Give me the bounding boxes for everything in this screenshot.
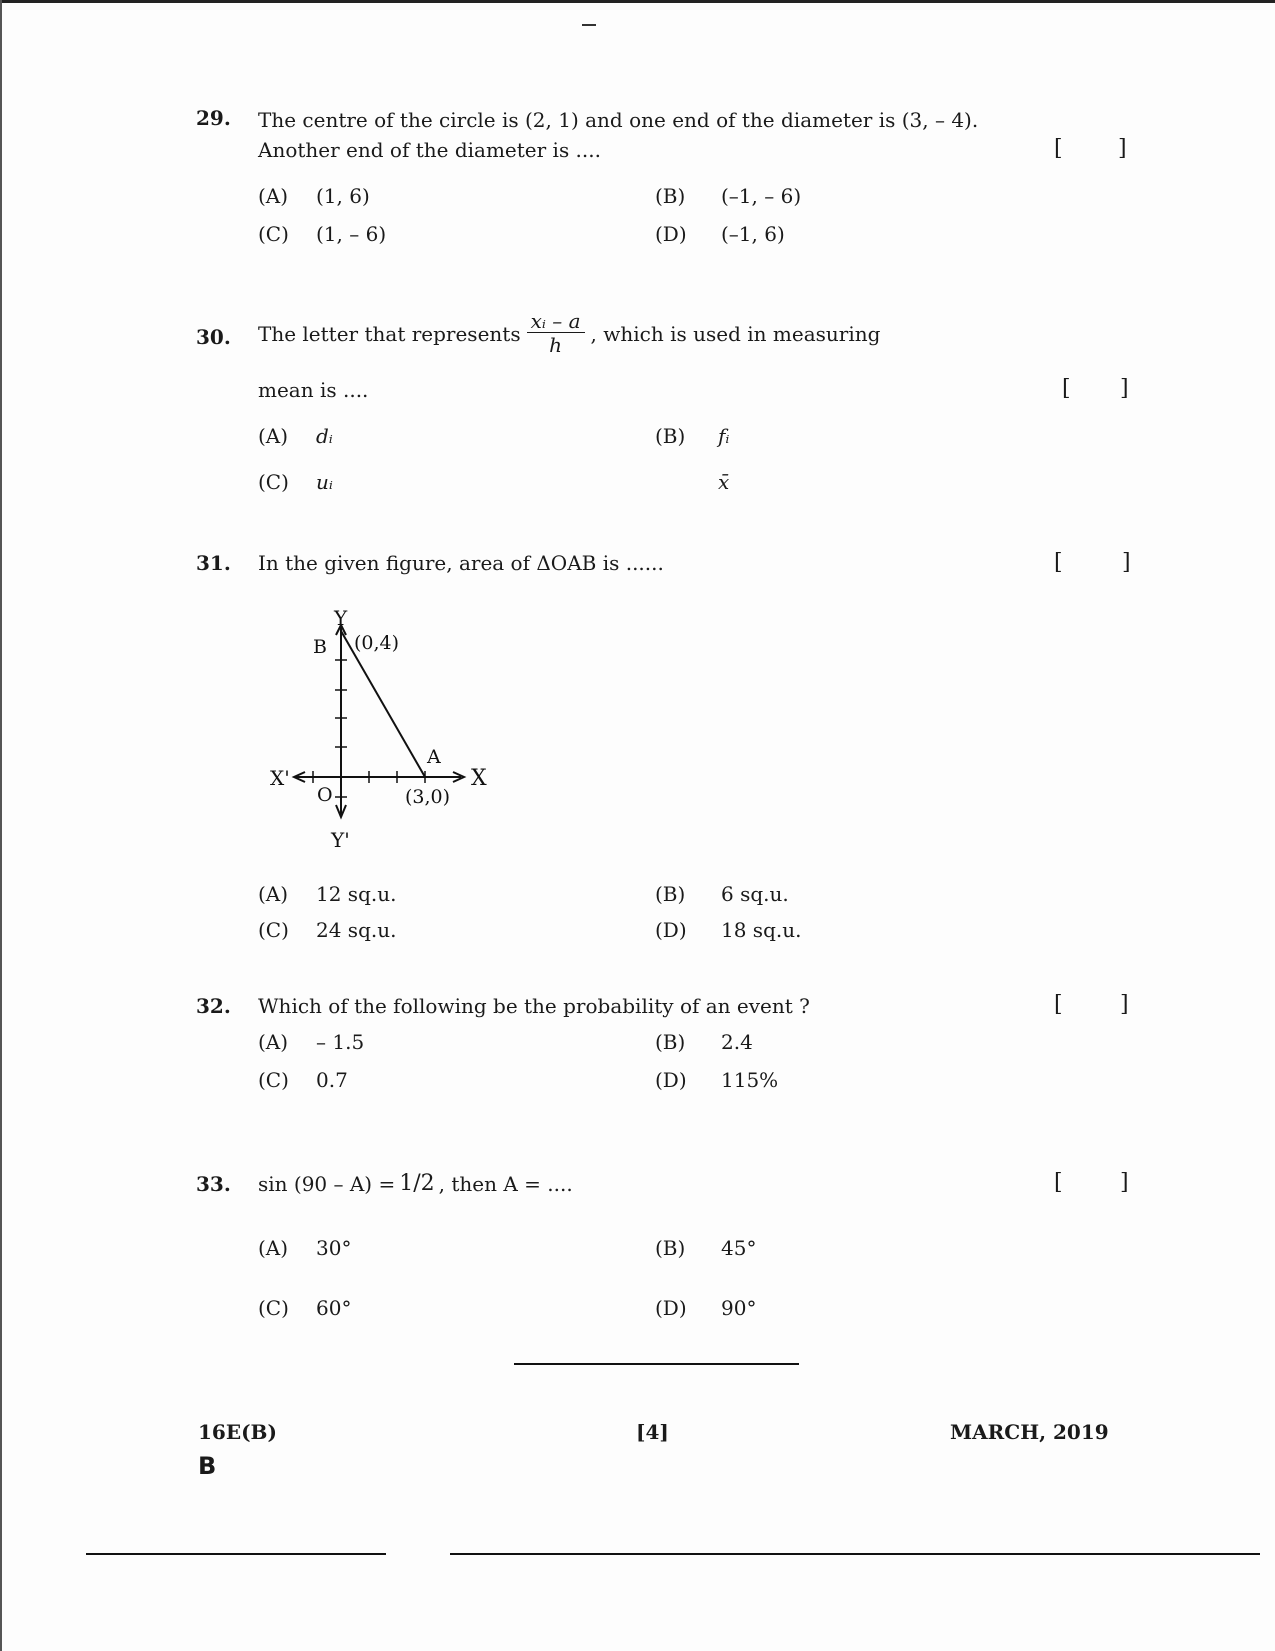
q33-option-b-value: 45° xyxy=(721,1236,757,1260)
footer-page-number: [4] xyxy=(636,1420,669,1444)
q30-option-d-value: x̄ xyxy=(718,470,730,494)
q29-option-b-label: (B) xyxy=(655,184,686,208)
q30-text-before: The letter that represents xyxy=(258,321,521,346)
q29-option-d-value: (–1, 6) xyxy=(721,222,785,246)
q33-number: 33. xyxy=(196,1172,231,1196)
q33-option-a-label: (A) xyxy=(258,1236,289,1260)
q32-text: Which of the following be the probability of an event ? xyxy=(258,994,810,1018)
q30-number: 30. xyxy=(196,325,231,349)
q29-option-a-label: (A) xyxy=(258,184,289,208)
label-y: Y xyxy=(334,606,348,630)
q30-fraction xyxy=(527,310,585,357)
q32-option-a-value: – 1.5 xyxy=(316,1030,365,1054)
label-x: X xyxy=(471,766,487,791)
q30-option-b-label: (B) xyxy=(655,424,686,448)
q29-line1: The centre of the circle is (2, 1) and one end of the diameter is (3, – 4). xyxy=(258,108,979,132)
q29-option-c-value: (1, – 6) xyxy=(316,222,387,246)
q33-text-before: sin (90 – A) = xyxy=(258,1172,396,1196)
q31-option-c-value: 24 sq.u. xyxy=(316,918,397,942)
q30-line1 xyxy=(258,310,1018,357)
q33-option-c-label: (C) xyxy=(258,1296,289,1320)
q29-answer-bracket-open: [ xyxy=(1054,136,1063,161)
q32-option-d-label: (D) xyxy=(655,1068,687,1092)
q31-text: In the given figure, area of ΔOAB is ...... xyxy=(258,551,664,575)
q31-number: 31. xyxy=(196,551,231,575)
q30-answer-bracket-open: [ xyxy=(1062,376,1071,401)
q29-number: 29. xyxy=(196,106,231,130)
q32-option-c-label: (C) xyxy=(258,1068,289,1092)
q32-option-d-value: 115% xyxy=(721,1068,779,1092)
q30-line2: mean is .... xyxy=(258,378,369,402)
q33-line xyxy=(258,1170,573,1198)
label-y-neg: Y' xyxy=(331,828,350,852)
bottom-rule-left xyxy=(86,1553,386,1555)
q33-answer-bracket-open: [ xyxy=(1054,1170,1063,1195)
q30-option-a-label: (A) xyxy=(258,424,289,448)
q33-option-d-value: 90° xyxy=(721,1296,757,1320)
label-origin: O xyxy=(317,784,333,806)
footer-paper-code: 16E(B) xyxy=(198,1420,277,1444)
bottom-rule-right xyxy=(450,1553,1260,1555)
q31-answer-bracket-close: ] xyxy=(1122,550,1131,575)
footer-date: MARCH, 2019 xyxy=(950,1420,1109,1444)
q33-text-after: , then A = .... xyxy=(438,1172,573,1196)
q31-answer-bracket-open: [ xyxy=(1054,550,1063,575)
q32-option-b-value: 2.4 xyxy=(721,1030,753,1054)
q30-fraction-denominator: h xyxy=(549,333,563,357)
q29-line2: Another end of the diameter is .... xyxy=(258,138,601,162)
q30-option-a-value: dᵢ xyxy=(316,424,333,448)
footer-set-code: B xyxy=(198,1452,217,1480)
q30-text-after: , which is used in measuring xyxy=(590,321,881,346)
q31-option-d-value: 18 sq.u. xyxy=(721,918,802,942)
q29-option-a-value: (1, 6) xyxy=(316,184,370,208)
q31-option-b-label: (B) xyxy=(655,882,686,906)
coordinate-axes-figure xyxy=(265,605,505,855)
q33-option-d-label: (D) xyxy=(655,1296,687,1320)
q31-option-a-label: (A) xyxy=(258,882,289,906)
q30-option-c-value: uᵢ xyxy=(316,470,333,494)
q32-answer-bracket-open: [ xyxy=(1054,992,1063,1017)
q29-option-d-label: (D) xyxy=(655,222,687,246)
q32-answer-bracket-close: ] xyxy=(1120,992,1129,1017)
q29-answer-bracket-close: ] xyxy=(1118,136,1127,161)
q29-option-b-value: (–1, – 6) xyxy=(721,184,802,208)
q32-number: 32. xyxy=(196,994,231,1018)
q31-figure xyxy=(265,605,505,855)
q31-option-b-value: 6 sq.u. xyxy=(721,882,789,906)
q30-option-b-value: fᵢ xyxy=(718,424,730,448)
q29-option-c-label: (C) xyxy=(258,222,289,246)
label-b-coord: (0,4) xyxy=(354,632,400,654)
label-a-coord: (3,0) xyxy=(405,786,451,808)
q30-answer-bracket-close: ] xyxy=(1120,376,1129,401)
q33-option-b-label: (B) xyxy=(655,1236,686,1260)
q33-option-c-value: 60° xyxy=(316,1296,352,1320)
q30-option-c-label: (C) xyxy=(258,470,289,494)
q31-option-c-label: (C) xyxy=(258,918,289,942)
q31-option-d-label: (D) xyxy=(655,918,687,942)
label-a: A xyxy=(427,746,441,768)
q32-option-b-label: (B) xyxy=(655,1030,686,1054)
label-x-neg: X' xyxy=(270,766,290,790)
label-b: B xyxy=(313,636,327,658)
q33-fraction: 1/2 xyxy=(399,1171,435,1196)
top-mark xyxy=(582,24,596,26)
top-border xyxy=(0,0,1275,3)
q31-option-a-value: 12 sq.u. xyxy=(316,882,397,906)
end-rule xyxy=(514,1363,799,1365)
q32-option-c-value: 0.7 xyxy=(316,1068,348,1092)
q32-option-a-label: (A) xyxy=(258,1030,289,1054)
q33-answer-bracket-close: ] xyxy=(1120,1170,1129,1195)
left-border xyxy=(0,0,2,1651)
q33-option-a-value: 30° xyxy=(316,1236,352,1260)
q30-fraction-numerator: xᵢ – a xyxy=(527,310,585,333)
